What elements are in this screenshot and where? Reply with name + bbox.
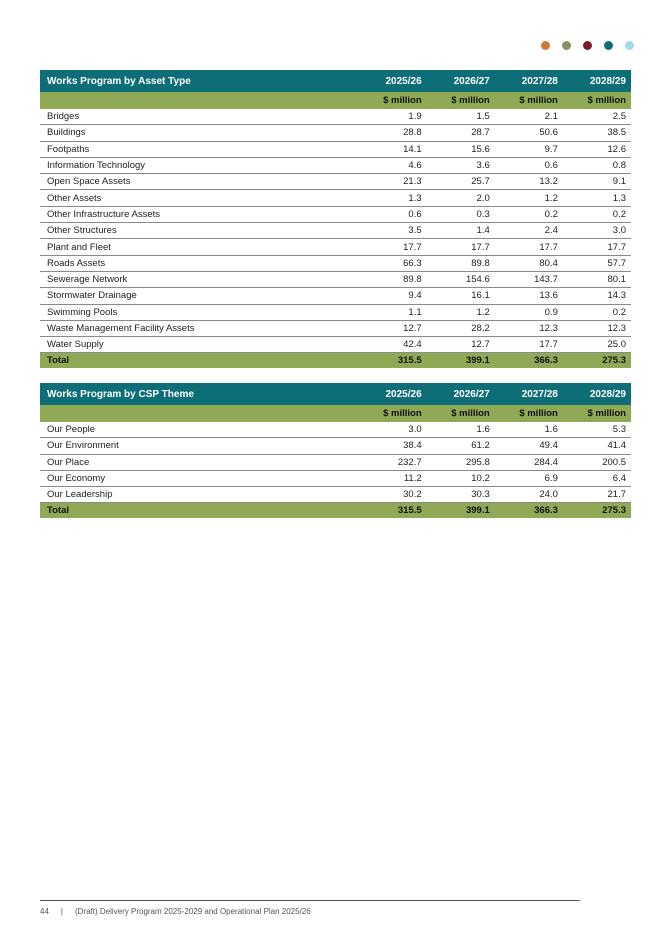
cell-value: 3.0 — [563, 223, 631, 239]
cell-value: 2.5 — [563, 109, 631, 125]
page-number: 44 — [40, 907, 49, 916]
row-label: Our Environment — [40, 438, 359, 454]
table-row — [40, 438, 631, 454]
footer-divider — [40, 900, 580, 901]
table-row — [40, 174, 631, 190]
row-label: Buildings — [40, 125, 359, 141]
cell-value: 11.2 — [359, 470, 427, 486]
row-label: Other Assets — [40, 190, 359, 206]
cell-value: 1.3 — [563, 190, 631, 206]
unit-label: $ million — [427, 405, 495, 422]
unit-spacer — [40, 405, 359, 422]
row-label: Open Space Assets — [40, 174, 359, 190]
row-label: Information Technology — [40, 157, 359, 173]
cell-value: 12.6 — [563, 141, 631, 157]
table-header-row — [40, 70, 631, 92]
row-label: Bridges — [40, 109, 359, 125]
cell-value: 1.6 — [427, 422, 495, 438]
total-label: Total — [40, 353, 359, 369]
orange-dot — [541, 41, 550, 50]
cell-value: 14.3 — [563, 288, 631, 304]
table-row — [40, 206, 631, 222]
cell-value: 2.4 — [495, 223, 563, 239]
table-row — [40, 157, 631, 173]
unit-spacer — [40, 92, 359, 109]
unit-label: $ million — [563, 92, 631, 109]
cell-value: 13.2 — [495, 174, 563, 190]
cell-value: 50.6 — [495, 125, 563, 141]
cell-value: 5.3 — [563, 422, 631, 438]
table-row — [40, 271, 631, 287]
table-row — [40, 487, 631, 503]
total-value: 275.3 — [563, 353, 631, 369]
row-label: Sewerage Network — [40, 271, 359, 287]
cell-value: 1.1 — [359, 304, 427, 320]
row-label: Other Structures — [40, 223, 359, 239]
cell-value: 284.4 — [495, 454, 563, 470]
maroon-dot — [583, 41, 592, 50]
cell-value: 42.4 — [359, 337, 427, 353]
row-label: Our Economy — [40, 470, 359, 486]
row-label: Water Supply — [40, 337, 359, 353]
cell-value: 9.7 — [495, 141, 563, 157]
cell-value: 0.2 — [563, 206, 631, 222]
cell-value: 61.2 — [427, 438, 495, 454]
cell-value: 24.0 — [495, 487, 563, 503]
cell-value: 1.3 — [359, 190, 427, 206]
cell-value: 30.2 — [359, 487, 427, 503]
row-label: Waste Management Facility Assets — [40, 320, 359, 336]
cell-value: 200.5 — [563, 454, 631, 470]
page-footer — [40, 907, 311, 916]
table-row — [40, 454, 631, 470]
cell-value: 38.4 — [359, 438, 427, 454]
table-row — [40, 337, 631, 353]
cell-value: 0.6 — [495, 157, 563, 173]
row-label: Our People — [40, 422, 359, 438]
row-label: Roads Assets — [40, 255, 359, 271]
decorative-dots — [541, 41, 634, 50]
row-label: Plant and Fleet — [40, 239, 359, 255]
cell-value: 6.4 — [563, 470, 631, 486]
total-row — [40, 503, 631, 519]
cell-value: 9.1 — [563, 174, 631, 190]
total-value: 366.3 — [495, 503, 563, 519]
cell-value: 1.2 — [427, 304, 495, 320]
cell-value: 16.1 — [427, 288, 495, 304]
unit-row — [40, 92, 631, 109]
cell-value: 232.7 — [359, 454, 427, 470]
cell-value: 28.8 — [359, 125, 427, 141]
csp-theme-table — [40, 383, 631, 518]
year-header: 2026/27 — [427, 383, 495, 405]
cell-value: 12.3 — [495, 320, 563, 336]
cell-value: 10.2 — [427, 470, 495, 486]
cell-value: 143.7 — [495, 271, 563, 287]
cell-value: 17.7 — [495, 337, 563, 353]
table-row — [40, 288, 631, 304]
year-header: 2028/29 — [563, 70, 631, 92]
cell-value: 28.7 — [427, 125, 495, 141]
unit-row — [40, 405, 631, 422]
cell-value: 2.1 — [495, 109, 563, 125]
total-row — [40, 353, 631, 369]
cell-value: 17.7 — [427, 239, 495, 255]
cell-value: 295.8 — [427, 454, 495, 470]
cell-value: 66.3 — [359, 255, 427, 271]
cell-value: 12.7 — [359, 320, 427, 336]
cell-value: 4.6 — [359, 157, 427, 173]
table-header-row — [40, 383, 631, 405]
unit-label: $ million — [359, 405, 427, 422]
total-label: Total — [40, 503, 359, 519]
olive-dot — [562, 41, 571, 50]
cell-value: 38.5 — [563, 125, 631, 141]
row-label: Our Place — [40, 454, 359, 470]
cell-value: 2.0 — [427, 190, 495, 206]
year-header: 2027/28 — [495, 70, 563, 92]
unit-label: $ million — [495, 92, 563, 109]
year-header: 2026/27 — [427, 70, 495, 92]
cell-value: 17.7 — [359, 239, 427, 255]
cell-value: 21.7 — [563, 487, 631, 503]
total-value: 275.3 — [563, 503, 631, 519]
cell-value: 15.6 — [427, 141, 495, 157]
table-row — [40, 304, 631, 320]
cell-value: 80.1 — [563, 271, 631, 287]
total-value: 399.1 — [427, 353, 495, 369]
cell-value: 41.4 — [563, 438, 631, 454]
cell-value: 12.7 — [427, 337, 495, 353]
table-row — [40, 422, 631, 438]
unit-label: $ million — [359, 92, 427, 109]
year-header: 2028/29 — [563, 383, 631, 405]
table-row — [40, 223, 631, 239]
table-row — [40, 109, 631, 125]
unit-label: $ million — [563, 405, 631, 422]
table-row — [40, 239, 631, 255]
teal-dot — [604, 41, 613, 50]
cell-value: 17.7 — [495, 239, 563, 255]
row-label: Stormwater Drainage — [40, 288, 359, 304]
cell-value: 28.2 — [427, 320, 495, 336]
cell-value: 49.4 — [495, 438, 563, 454]
cell-value: 25.7 — [427, 174, 495, 190]
unit-label: $ million — [427, 92, 495, 109]
year-header: 2025/26 — [359, 70, 427, 92]
cell-value: 89.8 — [359, 271, 427, 287]
table-row — [40, 125, 631, 141]
cell-value: 1.4 — [427, 223, 495, 239]
cell-value: 13.6 — [495, 288, 563, 304]
total-value: 399.1 — [427, 503, 495, 519]
cell-value: 0.2 — [495, 206, 563, 222]
cell-value: 30.3 — [427, 487, 495, 503]
unit-label: $ million — [495, 405, 563, 422]
year-header: 2025/26 — [359, 383, 427, 405]
total-value: 315.5 — [359, 353, 427, 369]
row-label: Swimming Pools — [40, 304, 359, 320]
table-row — [40, 320, 631, 336]
table-row — [40, 470, 631, 486]
row-label: Footpaths — [40, 141, 359, 157]
cell-value: 0.8 — [563, 157, 631, 173]
cell-value: 0.6 — [359, 206, 427, 222]
cell-value: 1.2 — [495, 190, 563, 206]
cell-value: 154.6 — [427, 271, 495, 287]
table-row — [40, 190, 631, 206]
cell-value: 3.5 — [359, 223, 427, 239]
cell-value: 0.2 — [563, 304, 631, 320]
table-title: Works Program by CSP Theme — [40, 383, 359, 405]
cell-value: 1.5 — [427, 109, 495, 125]
cell-value: 21.3 — [359, 174, 427, 190]
cell-value: 12.3 — [563, 320, 631, 336]
cell-value: 0.3 — [427, 206, 495, 222]
cell-value: 9.4 — [359, 288, 427, 304]
light-blue-dot — [625, 41, 634, 50]
document-title: (Draft) Delivery Program 2025-2029 and Operational Plan 2025/26 — [74, 907, 311, 916]
year-header: 2027/28 — [495, 383, 563, 405]
table-row — [40, 141, 631, 157]
table-row — [40, 255, 631, 271]
cell-value: 3.0 — [359, 422, 427, 438]
total-value: 366.3 — [495, 353, 563, 369]
total-value: 315.5 — [359, 503, 427, 519]
cell-value: 0.9 — [495, 304, 563, 320]
cell-value: 3.6 — [427, 157, 495, 173]
cell-value: 17.7 — [563, 239, 631, 255]
cell-value: 6.9 — [495, 470, 563, 486]
cell-value: 80.4 — [495, 255, 563, 271]
footer-separator: | — [60, 907, 63, 916]
table-title: Works Program by Asset Type — [40, 70, 359, 92]
cell-value: 14.1 — [359, 141, 427, 157]
cell-value: 25.0 — [563, 337, 631, 353]
cell-value: 1.6 — [495, 422, 563, 438]
cell-value: 57.7 — [563, 255, 631, 271]
cell-value: 1.9 — [359, 109, 427, 125]
row-label: Our Leadership — [40, 487, 359, 503]
asset-type-table — [40, 70, 631, 368]
row-label: Other Infrastructure Assets — [40, 206, 359, 222]
cell-value: 89.8 — [427, 255, 495, 271]
